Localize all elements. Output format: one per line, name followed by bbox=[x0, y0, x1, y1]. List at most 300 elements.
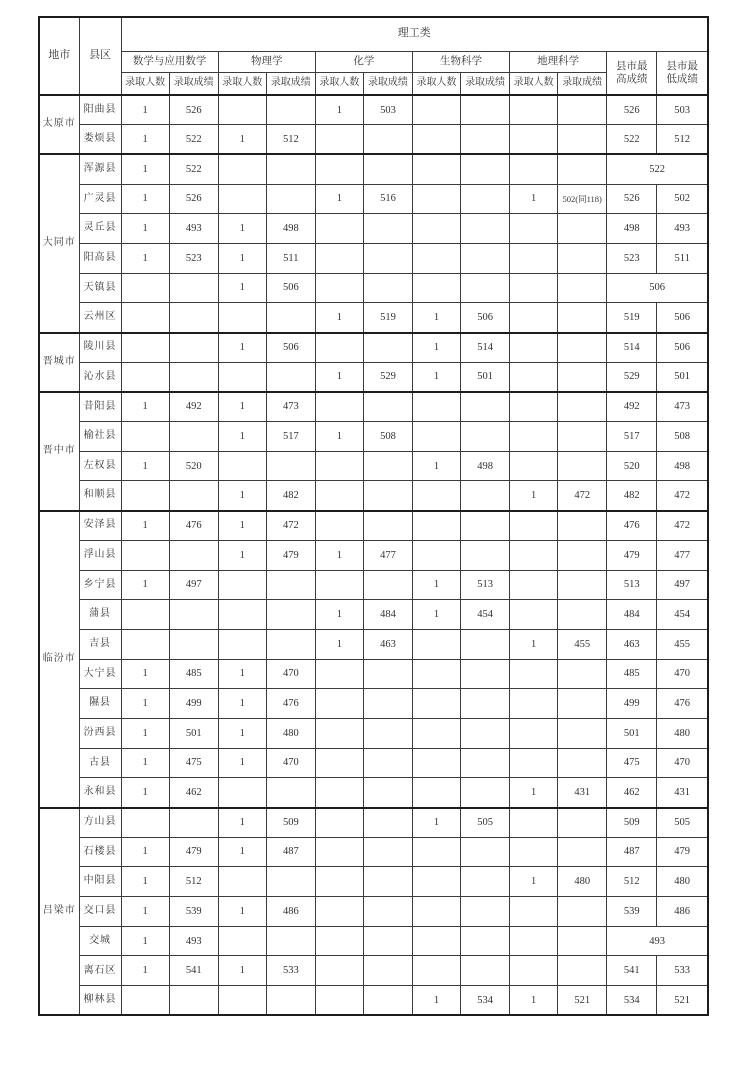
county-max-cell: 522 bbox=[607, 125, 657, 155]
score-cell bbox=[121, 600, 169, 630]
county-max-cell: 479 bbox=[607, 540, 657, 570]
score-cell bbox=[558, 303, 607, 333]
score-cell bbox=[558, 451, 607, 481]
score-cell bbox=[510, 659, 558, 689]
score-cell bbox=[169, 540, 218, 570]
table-row bbox=[39, 986, 708, 1016]
county-min-cell: 511 bbox=[657, 243, 708, 273]
score-cell bbox=[169, 986, 218, 1016]
table-row bbox=[39, 837, 708, 867]
score-cell: 1 bbox=[218, 540, 266, 570]
table-row bbox=[39, 303, 708, 333]
score-cell bbox=[461, 481, 510, 511]
table-row bbox=[39, 243, 708, 273]
score-cell: 454 bbox=[461, 600, 510, 630]
score-cell bbox=[315, 273, 363, 303]
score-cell: 1 bbox=[218, 422, 266, 452]
table-row bbox=[39, 392, 708, 422]
score-cell bbox=[315, 570, 363, 600]
score-cell bbox=[510, 243, 558, 273]
admission-scores-table bbox=[38, 16, 709, 1016]
score-cell bbox=[461, 689, 510, 719]
county-min-cell: 486 bbox=[657, 897, 708, 927]
score-cell: 509 bbox=[266, 808, 315, 838]
score-cell: 1 bbox=[315, 600, 363, 630]
score-cell bbox=[510, 392, 558, 422]
score-cell: 1 bbox=[121, 689, 169, 719]
score-cell bbox=[412, 214, 460, 244]
score-cell bbox=[266, 451, 315, 481]
score-cell: 1 bbox=[412, 333, 460, 363]
score-cell bbox=[315, 511, 363, 541]
score-cell bbox=[510, 837, 558, 867]
score-cell: 1 bbox=[121, 392, 169, 422]
score-cell: 498 bbox=[266, 214, 315, 244]
county-max-cell: 517 bbox=[607, 422, 657, 452]
header-admit-score: 录取成绩 bbox=[558, 72, 607, 95]
score-cell bbox=[169, 600, 218, 630]
score-cell bbox=[315, 481, 363, 511]
table-row bbox=[39, 481, 708, 511]
header-county-max-score: 县市最高成绩 bbox=[607, 51, 657, 95]
score-cell bbox=[121, 629, 169, 659]
score-cell bbox=[121, 808, 169, 838]
score-cell: 1 bbox=[218, 273, 266, 303]
score-cell: 1 bbox=[121, 125, 169, 155]
score-cell bbox=[461, 718, 510, 748]
score-cell bbox=[315, 392, 363, 422]
score-cell bbox=[461, 273, 510, 303]
score-cell: 1 bbox=[412, 303, 460, 333]
score-cell: 511 bbox=[266, 243, 315, 273]
score-cell: 1 bbox=[510, 778, 558, 808]
county-min-cell: 497 bbox=[657, 570, 708, 600]
score-cell: 497 bbox=[169, 570, 218, 600]
county-min-cell: 506 bbox=[657, 303, 708, 333]
score-cell bbox=[412, 184, 460, 214]
score-cell bbox=[461, 392, 510, 422]
score-cell bbox=[461, 629, 510, 659]
score-cell bbox=[412, 867, 460, 897]
score-cell: 526 bbox=[169, 95, 218, 125]
table-row bbox=[39, 956, 708, 986]
score-cell: 1 bbox=[315, 303, 363, 333]
score-cell bbox=[558, 837, 607, 867]
table-row bbox=[39, 808, 708, 838]
score-cell: 1 bbox=[412, 600, 460, 630]
score-cell: 1 bbox=[412, 362, 460, 392]
table-row bbox=[39, 273, 708, 303]
score-cell bbox=[266, 362, 315, 392]
score-cell bbox=[461, 243, 510, 273]
score-cell bbox=[510, 303, 558, 333]
header-admit-count: 录取人数 bbox=[121, 72, 169, 95]
score-cell: 480 bbox=[266, 718, 315, 748]
county-cell: 汾西县 bbox=[79, 718, 121, 748]
score-cell: 506 bbox=[461, 303, 510, 333]
score-cell bbox=[363, 481, 412, 511]
merged-max-min-cell: 506 bbox=[607, 273, 708, 303]
county-cell: 大宁县 bbox=[79, 659, 121, 689]
header-admit-count: 录取人数 bbox=[412, 72, 460, 95]
score-cell bbox=[510, 540, 558, 570]
score-cell: 1 bbox=[218, 333, 266, 363]
score-cell: 1 bbox=[121, 243, 169, 273]
score-cell: 1 bbox=[218, 689, 266, 719]
score-cell bbox=[412, 481, 460, 511]
county-max-cell: 482 bbox=[607, 481, 657, 511]
county-max-cell: 526 bbox=[607, 184, 657, 214]
score-cell: 1 bbox=[121, 95, 169, 125]
county-max-cell: 534 bbox=[607, 986, 657, 1016]
score-cell: 1 bbox=[218, 659, 266, 689]
score-cell bbox=[412, 511, 460, 541]
table-row bbox=[39, 95, 708, 125]
score-cell bbox=[412, 540, 460, 570]
county-cell: 永和县 bbox=[79, 778, 121, 808]
score-cell bbox=[558, 511, 607, 541]
score-cell: 477 bbox=[363, 540, 412, 570]
score-cell bbox=[363, 808, 412, 838]
score-cell bbox=[558, 808, 607, 838]
county-min-cell: 479 bbox=[657, 837, 708, 867]
score-cell bbox=[461, 897, 510, 927]
score-cell: 1 bbox=[121, 570, 169, 600]
score-cell: 516 bbox=[363, 184, 412, 214]
score-cell bbox=[558, 273, 607, 303]
score-cell bbox=[558, 214, 607, 244]
county-min-cell: 472 bbox=[657, 481, 708, 511]
county-min-cell: 470 bbox=[657, 659, 708, 689]
score-cell: 1 bbox=[121, 659, 169, 689]
score-cell bbox=[461, 926, 510, 956]
score-cell: 1 bbox=[412, 570, 460, 600]
county-cell: 方山县 bbox=[79, 808, 121, 838]
score-cell bbox=[363, 154, 412, 184]
score-cell bbox=[510, 333, 558, 363]
county-cell: 石楼县 bbox=[79, 837, 121, 867]
county-max-cell: 529 bbox=[607, 362, 657, 392]
score-cell bbox=[558, 956, 607, 986]
county-cell: 隰县 bbox=[79, 689, 121, 719]
score-cell bbox=[558, 748, 607, 778]
county-min-cell: 506 bbox=[657, 333, 708, 363]
score-cell bbox=[266, 600, 315, 630]
score-cell bbox=[510, 600, 558, 630]
county-cell: 乡宁县 bbox=[79, 570, 121, 600]
score-cell: 533 bbox=[266, 956, 315, 986]
score-cell bbox=[558, 570, 607, 600]
score-cell: 485 bbox=[169, 659, 218, 689]
score-cell bbox=[558, 392, 607, 422]
header-category: 理工类 bbox=[121, 17, 708, 51]
score-cell: 541 bbox=[169, 956, 218, 986]
score-cell bbox=[363, 125, 412, 155]
score-cell bbox=[510, 511, 558, 541]
county-min-cell: 508 bbox=[657, 422, 708, 452]
county-max-cell: 498 bbox=[607, 214, 657, 244]
header-admit-score: 录取成绩 bbox=[169, 72, 218, 95]
score-cell bbox=[315, 214, 363, 244]
table-row bbox=[39, 718, 708, 748]
county-cell: 蒲县 bbox=[79, 600, 121, 630]
score-cell bbox=[315, 451, 363, 481]
county-min-cell: 505 bbox=[657, 808, 708, 838]
county-max-cell: 509 bbox=[607, 808, 657, 838]
score-cell bbox=[558, 154, 607, 184]
score-cell: 482 bbox=[266, 481, 315, 511]
header-county-min-score: 县市最低成绩 bbox=[657, 51, 708, 95]
score-cell bbox=[169, 333, 218, 363]
county-max-cell: 526 bbox=[607, 95, 657, 125]
header-admit-count: 录取人数 bbox=[315, 72, 363, 95]
score-cell bbox=[315, 748, 363, 778]
score-cell: 513 bbox=[461, 570, 510, 600]
county-min-cell: 477 bbox=[657, 540, 708, 570]
score-cell bbox=[218, 451, 266, 481]
county-cell: 榆社县 bbox=[79, 422, 121, 452]
score-cell: 1 bbox=[315, 629, 363, 659]
city-cell: 临汾市 bbox=[39, 511, 79, 808]
score-cell bbox=[315, 243, 363, 273]
header-admit-score: 录取成绩 bbox=[363, 72, 412, 95]
score-cell: 514 bbox=[461, 333, 510, 363]
score-cell: 1 bbox=[218, 243, 266, 273]
merged-max-min-cell: 493 bbox=[607, 926, 708, 956]
score-cell: 492 bbox=[169, 392, 218, 422]
score-cell bbox=[412, 837, 460, 867]
county-max-cell: 541 bbox=[607, 956, 657, 986]
score-cell bbox=[121, 362, 169, 392]
score-cell bbox=[363, 392, 412, 422]
score-cell bbox=[461, 659, 510, 689]
score-cell bbox=[121, 540, 169, 570]
city-cell: 晋城市 bbox=[39, 333, 79, 392]
county-min-cell: 473 bbox=[657, 392, 708, 422]
county-min-cell: 493 bbox=[657, 214, 708, 244]
score-cell: 526 bbox=[169, 184, 218, 214]
score-cell bbox=[121, 303, 169, 333]
score-cell bbox=[558, 897, 607, 927]
score-cell bbox=[412, 956, 460, 986]
county-min-cell: 502 bbox=[657, 184, 708, 214]
table-row bbox=[39, 511, 708, 541]
score-cell: 1 bbox=[121, 511, 169, 541]
score-cell bbox=[363, 837, 412, 867]
score-cell: 1 bbox=[218, 748, 266, 778]
score-cell bbox=[461, 956, 510, 986]
county-cell: 交城 bbox=[79, 926, 121, 956]
score-cell bbox=[218, 986, 266, 1016]
score-cell: 1 bbox=[121, 154, 169, 184]
score-cell bbox=[315, 659, 363, 689]
score-cell: 487 bbox=[266, 837, 315, 867]
county-cell: 浮山县 bbox=[79, 540, 121, 570]
score-cell: 520 bbox=[169, 451, 218, 481]
score-cell bbox=[461, 184, 510, 214]
header-admit-score: 录取成绩 bbox=[461, 72, 510, 95]
table-row bbox=[39, 333, 708, 363]
county-cell: 阳高县 bbox=[79, 243, 121, 273]
score-cell: 486 bbox=[266, 897, 315, 927]
county-min-cell: 533 bbox=[657, 956, 708, 986]
score-cell bbox=[558, 600, 607, 630]
score-cell bbox=[169, 808, 218, 838]
score-cell bbox=[412, 629, 460, 659]
county-min-cell: 480 bbox=[657, 867, 708, 897]
score-cell bbox=[558, 689, 607, 719]
score-cell: 470 bbox=[266, 748, 315, 778]
score-cell: 1 bbox=[121, 778, 169, 808]
score-cell bbox=[510, 422, 558, 452]
county-min-cell: 470 bbox=[657, 748, 708, 778]
score-cell bbox=[558, 95, 607, 125]
score-cell bbox=[461, 511, 510, 541]
score-cell: 1 bbox=[121, 867, 169, 897]
score-cell bbox=[266, 154, 315, 184]
score-cell bbox=[363, 718, 412, 748]
score-cell bbox=[412, 125, 460, 155]
score-cell: 484 bbox=[363, 600, 412, 630]
score-cell: 476 bbox=[266, 689, 315, 719]
score-cell bbox=[510, 214, 558, 244]
score-cell bbox=[218, 303, 266, 333]
county-max-cell: 519 bbox=[607, 303, 657, 333]
county-min-cell: 512 bbox=[657, 125, 708, 155]
county-cell: 广灵县 bbox=[79, 184, 121, 214]
score-cell bbox=[412, 659, 460, 689]
score-cell bbox=[510, 956, 558, 986]
table-row bbox=[39, 600, 708, 630]
score-cell bbox=[363, 570, 412, 600]
county-max-cell: 475 bbox=[607, 748, 657, 778]
county-min-cell: 454 bbox=[657, 600, 708, 630]
score-cell bbox=[363, 333, 412, 363]
score-cell bbox=[363, 956, 412, 986]
score-cell bbox=[363, 451, 412, 481]
score-cell bbox=[461, 95, 510, 125]
county-min-cell: 521 bbox=[657, 986, 708, 1016]
score-cell bbox=[218, 926, 266, 956]
score-cell: 1 bbox=[315, 184, 363, 214]
county-max-cell: 513 bbox=[607, 570, 657, 600]
score-cell: 508 bbox=[363, 422, 412, 452]
county-cell: 中阳县 bbox=[79, 867, 121, 897]
score-cell: 1 bbox=[121, 451, 169, 481]
score-cell bbox=[461, 837, 510, 867]
score-cell bbox=[461, 214, 510, 244]
county-cell: 安泽县 bbox=[79, 511, 121, 541]
score-cell: 506 bbox=[266, 333, 315, 363]
county-cell: 交口县 bbox=[79, 897, 121, 927]
header-admit-count: 录取人数 bbox=[218, 72, 266, 95]
score-cell bbox=[363, 867, 412, 897]
score-cell: 475 bbox=[169, 748, 218, 778]
county-max-cell: 484 bbox=[607, 600, 657, 630]
score-cell bbox=[412, 748, 460, 778]
score-cell: 521 bbox=[558, 986, 607, 1016]
score-cell bbox=[412, 392, 460, 422]
header-county: 县区 bbox=[79, 17, 121, 95]
city-cell: 大同市 bbox=[39, 154, 79, 332]
score-cell: 1 bbox=[121, 897, 169, 927]
score-cell: 506 bbox=[266, 273, 315, 303]
score-cell bbox=[363, 659, 412, 689]
table-row bbox=[39, 125, 708, 155]
score-cell bbox=[510, 808, 558, 838]
score-cell: 1 bbox=[218, 392, 266, 422]
county-max-cell: 523 bbox=[607, 243, 657, 273]
score-cell bbox=[510, 125, 558, 155]
table-row bbox=[39, 154, 708, 184]
score-cell bbox=[315, 778, 363, 808]
score-cell: 499 bbox=[169, 689, 218, 719]
score-cell bbox=[363, 243, 412, 273]
score-cell bbox=[461, 125, 510, 155]
county-cell: 陵川县 bbox=[79, 333, 121, 363]
score-cell: 493 bbox=[169, 926, 218, 956]
score-cell bbox=[218, 95, 266, 125]
score-cell: 1 bbox=[218, 808, 266, 838]
county-cell: 昔阳县 bbox=[79, 392, 121, 422]
score-cell bbox=[510, 748, 558, 778]
score-cell: 1 bbox=[218, 481, 266, 511]
score-cell: 1 bbox=[121, 837, 169, 867]
city-cell: 太原市 bbox=[39, 95, 79, 154]
score-cell bbox=[363, 778, 412, 808]
score-cell bbox=[510, 362, 558, 392]
county-cell: 天镇县 bbox=[79, 273, 121, 303]
score-cell bbox=[510, 570, 558, 600]
county-min-cell: 455 bbox=[657, 629, 708, 659]
table-row bbox=[39, 629, 708, 659]
score-cell bbox=[412, 897, 460, 927]
score-cell bbox=[169, 481, 218, 511]
score-cell bbox=[510, 926, 558, 956]
score-cell: 1 bbox=[218, 125, 266, 155]
score-cell bbox=[169, 422, 218, 452]
score-cell bbox=[121, 481, 169, 511]
score-cell bbox=[461, 540, 510, 570]
score-cell bbox=[363, 897, 412, 927]
table-row bbox=[39, 867, 708, 897]
county-max-cell: 462 bbox=[607, 778, 657, 808]
score-cell bbox=[363, 214, 412, 244]
score-cell bbox=[363, 926, 412, 956]
score-cell bbox=[461, 867, 510, 897]
score-cell bbox=[169, 362, 218, 392]
header-subject-math: 数学与应用数学 bbox=[121, 51, 218, 72]
score-cell bbox=[363, 511, 412, 541]
score-cell: 462 bbox=[169, 778, 218, 808]
score-cell bbox=[266, 986, 315, 1016]
score-cell bbox=[315, 154, 363, 184]
county-max-cell: 485 bbox=[607, 659, 657, 689]
score-cell: 519 bbox=[363, 303, 412, 333]
score-cell bbox=[510, 273, 558, 303]
score-cell bbox=[412, 778, 460, 808]
county-max-cell: 520 bbox=[607, 451, 657, 481]
table-row bbox=[39, 659, 708, 689]
score-cell bbox=[169, 273, 218, 303]
score-cell bbox=[315, 689, 363, 719]
score-cell bbox=[121, 333, 169, 363]
score-cell bbox=[266, 570, 315, 600]
score-cell: 512 bbox=[169, 867, 218, 897]
score-cell: 498 bbox=[461, 451, 510, 481]
score-cell: 1 bbox=[412, 986, 460, 1016]
county-min-cell: 498 bbox=[657, 451, 708, 481]
